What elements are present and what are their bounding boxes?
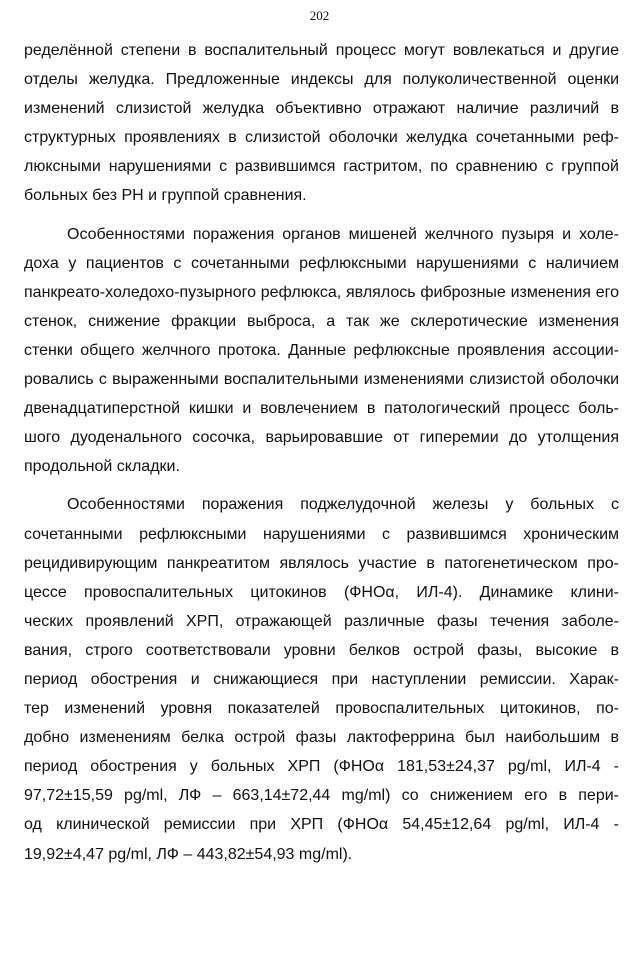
paragraph-2 [24, 220, 619, 482]
text-line: ровались с выраженными воспалительными изменениями слизистой оболочки [24, 371, 619, 389]
paragraph-gap [24, 481, 619, 490]
text-line: больных без РН и группой сравнения. [24, 187, 307, 205]
text-line: Особенностями поражения поджелудочной железы у больных с [67, 496, 619, 514]
text-line: тер изменений уровня показателей провоспалительных цитокинов, по- [24, 700, 619, 718]
text-line: период обострения у больных ХРП (ФНОα 181,53±24,37 pg/ml, ИЛ-4 - [24, 758, 619, 776]
text-line: добно изменениям белка острой фазы лактоферрина был наибольшим в [24, 729, 619, 747]
text-line: од клинической ремиссии при ХРП (ФНОα 54,45±12,64 pg/ml, ИЛ-4 - [24, 816, 619, 834]
text-line: двенадцатиперстной кишки и вовлечением в патологический процесс боль- [24, 400, 619, 418]
text-line: доха у пациентов с сочетанными рефлюксными нарушениями с наличием [24, 254, 619, 272]
page-number: 202 [309, 8, 330, 23]
text-line: шого дуоденального сосочка, варьировавшие от гиперемии до утолщения [24, 429, 619, 447]
text-line: 19,92±4,47 pg/ml, ЛФ – 443,82±54,93 mg/ml). [24, 845, 353, 863]
text-line: стенок, снижение фракции выброса, а так же склеротические изменения [24, 312, 619, 330]
document-body [24, 36, 619, 869]
paragraph-3 [24, 490, 619, 868]
text-line: отделы желудка. Предложенные индексы для полуколичественной оценки [24, 71, 619, 89]
paragraph-gap [24, 211, 619, 220]
text-line: ределённой степени в воспалительный процесс могут вовлекаться и другие [24, 42, 619, 59]
text-line: период обострения и снижающиеся при наступлении ремиссии. Харак- [24, 670, 619, 688]
text-line: люксными нарушениями с развившимся гастритом, по сравнению с группой [24, 158, 619, 176]
paragraph-1 [24, 36, 619, 211]
text-line: 97,72±15,59 pg/ml, ЛФ – 663,14±72,44 mg/ml) со снижением его в пери- [24, 787, 619, 805]
text-line: Особенностями поражения органов мишеней желчного пузыря и холе- [67, 225, 619, 243]
text-line: стенки общего желчного протока. Данные рефлюксные проявления ассоции- [24, 341, 619, 359]
text-line: цессе провоспалительных цитокинов (ФНОα, ИЛ-4). Динамике клини- [24, 583, 619, 601]
text-line: структурных проявлениях в слизистой оболочки желудка сочетанными реф- [24, 129, 619, 147]
text-line: продольной складки. [24, 458, 180, 476]
text-line: рецидивирующим панкреатитом являлось участие в патогенетическом про- [24, 554, 619, 572]
text-line: панкреато-холедохо-пузырного рефлюкса, являлось фиброзные изменения его [24, 283, 619, 301]
text-line: изменений слизистой желудка объективно отражают наличие различий в [24, 100, 619, 118]
text-line: сочетанными рефлюксными нарушениями с развившимся хроническим [24, 525, 619, 543]
text-line: вания, строго соответствовали уровни белков острой фазы, высокие в [24, 641, 619, 659]
text-line: ческих проявлений ХРП, отражающей различные фазы течения заболе- [24, 612, 619, 630]
